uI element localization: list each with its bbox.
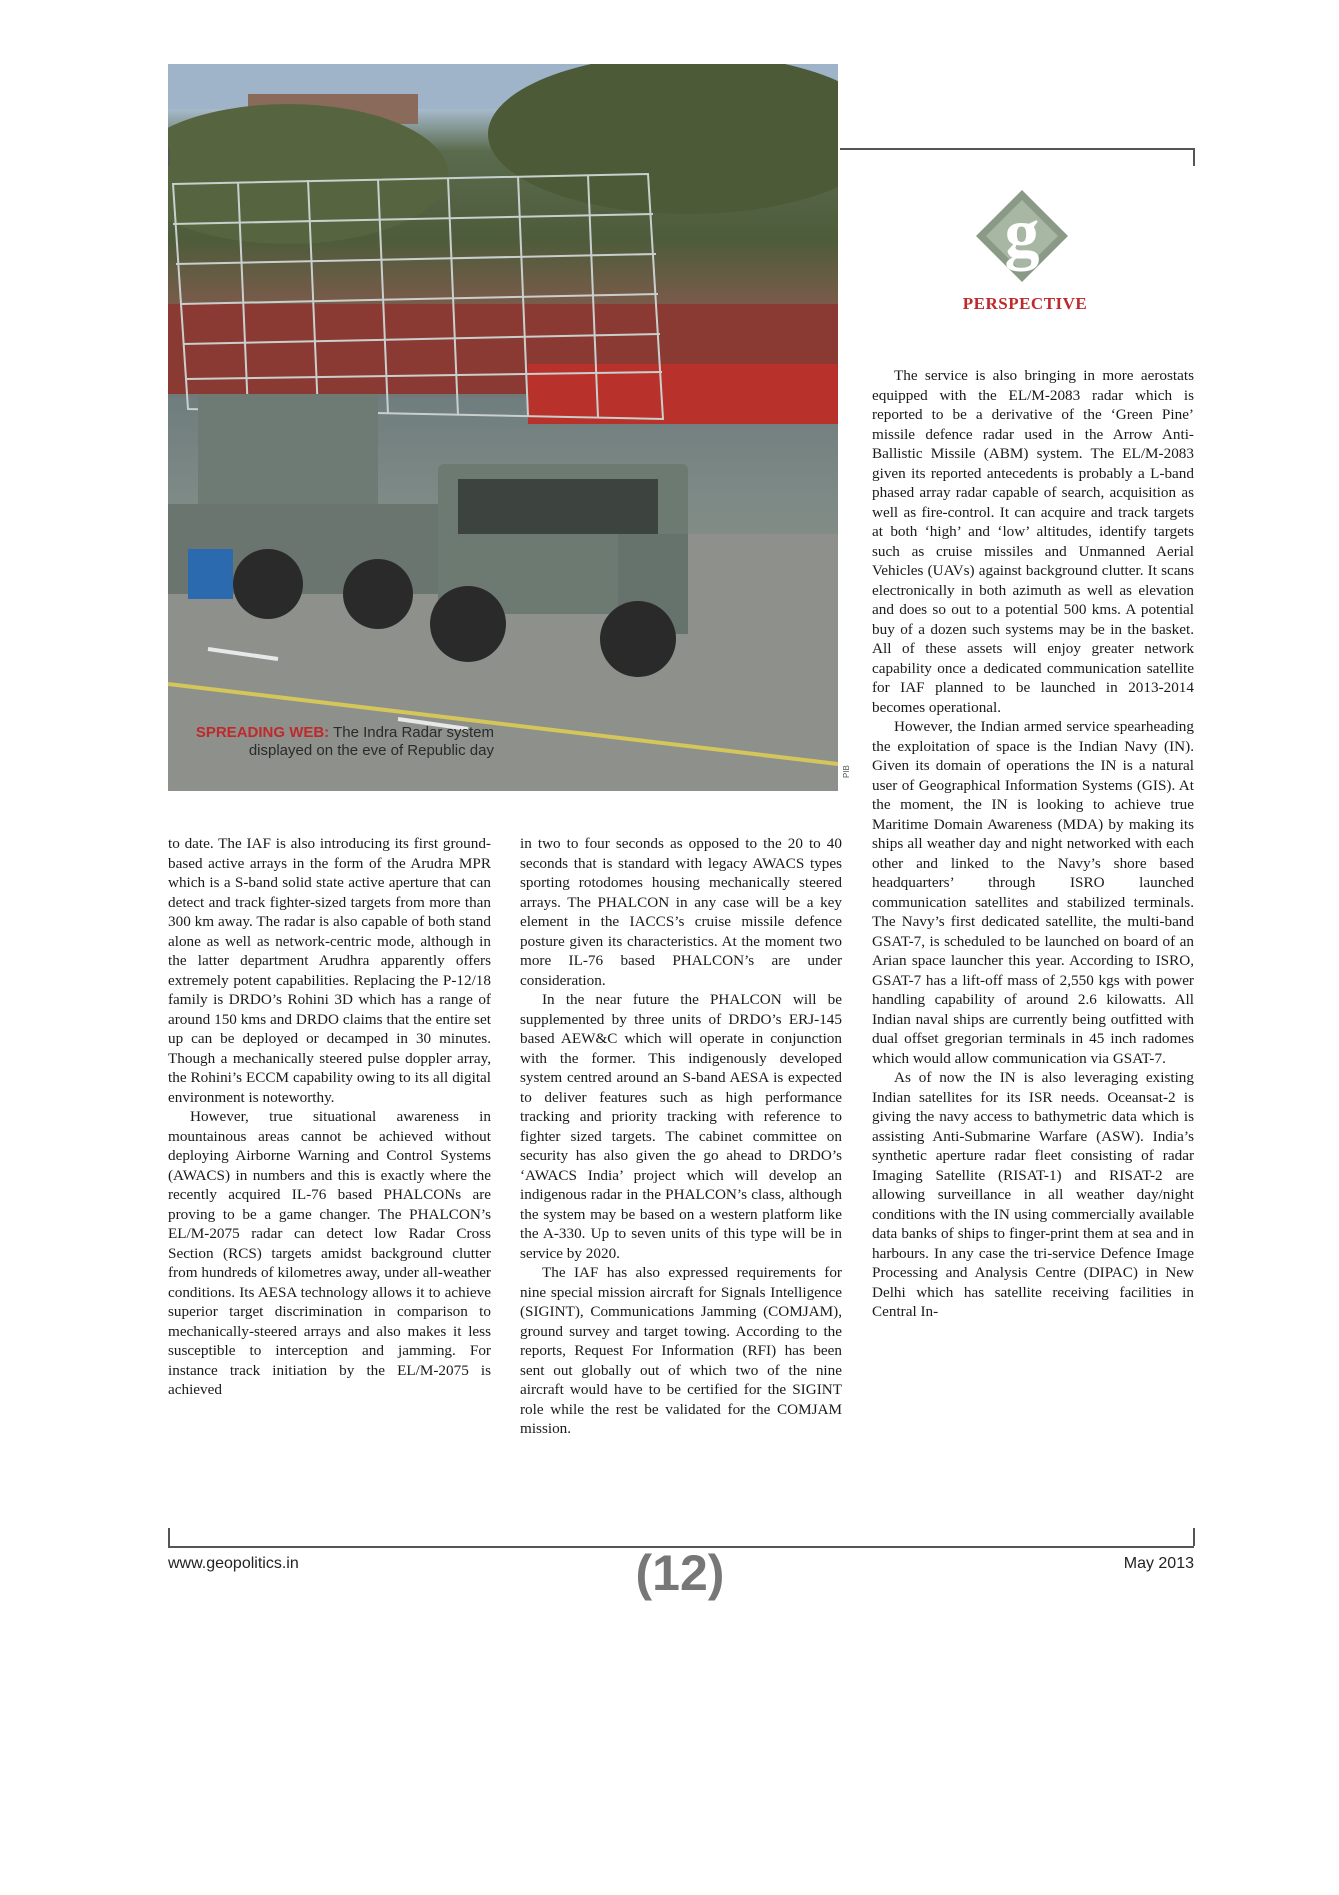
paragraph: to date. The IAF is also introducing its first ground-based active arrays in the form of the Arudra MPR which is a S-band solid state active aperture that can detect and track fighter-sized targets from more than 300 km away. The radar is also capable of both stand alone as well as network-centric mode, although in the latter department Arudhra apparently offers extremely potent capabilities. Replacing the P-12/18 family is DRDO’s Rohini 3D which has a range of around 150 kms and DRDO claims that the entire set up can be deployed or decamped in 30 minutes. Though a mechanically steered pulse doppler array, the Rohini’s ECCM capability owing to its all digital environment is noteworthy.: [168, 835, 491, 1106]
logo-letter: g: [1004, 195, 1040, 272]
paragraph: In the near future the PHALCON will be supplemented by three units of DRDO’s ERJ-145 based AEW&C which will operate in conjunction with the former. This indigenously developed system centred around an S-band AESA is expected to deliver features such as high performance tracking and priority tracking with reference to fighter sized targets. The cabinet committee on security has also given the go ahead to DRDO’s ‘AWACS India’ project which will develop an indigenous radar in the PHALCON’s class, although the system may be based on a western platform like the A-330. Up to seven units of this type will be in service by 2020.: [520, 991, 842, 1262]
bottom-right-rule-tick: [1193, 1528, 1195, 1546]
caption-label: SPREADING WEB:: [195, 724, 330, 741]
top-right-rule: [840, 148, 1194, 150]
page-number: (12): [635, 1545, 725, 1601]
footer-date: May 2013: [1123, 1555, 1194, 1572]
caption-text: The Indra Radar system displayed on the eve of Republic day: [248, 724, 494, 759]
section-heading: PERSPECTIVE: [962, 294, 1088, 313]
top-right-rule-tick: [1193, 148, 1195, 166]
paragraph: As of now the IN is also leveraging existing Indian satellites for its ISR needs. Oceansat-2 is giving the navy access to bathymetric data which is assisting Anti-Submarine Warfare (ASW). India’s synthetic aperture radar fleet consisting of radar Imaging Satellite (RISAT-1) and RISAT-2 are allowing surveillance in all weather day/night conditions with the IN using commercially available data banks of ships to finger-print them at sea and in harbours. In any case the tri-service Defence Image Processing and Analysis Centre (DIPAC) in New Delhi which has satellite receiving facilities in Central In-: [872, 1069, 1194, 1320]
paragraph: The IAF has also expressed requirements for nine special mission aircraft for Signals Intelligence (SIGINT), Communications Jamming (COMJAM), ground survey and target towing. According to the reports, Request For Information (RFI) has been sent out globally out of which two of the nine aircraft would have to be certified for the SIGINT role while the rest be validated for the COMJAM mission.: [520, 1264, 842, 1437]
article-column-2: [520, 834, 842, 1439]
photo-credit: PIB: [842, 765, 851, 778]
bottom-left-rule-tick: [168, 1528, 170, 1546]
article-photo: [168, 64, 838, 791]
photo-caption: [194, 724, 494, 760]
paragraph: However, the Indian armed service spearheading the exploitation of space is the Indian Navy (IN). Given its domain of operations the IN is a natural user of Geographical Information Systems (GIS). At the moment, the IN is looking to achieve true Maritime Domain Awareness (MDA) by making its ships all weather day and night networked with each other and linked to the Navy’s shore based headquarters’ through ISRO launched communication satellites and stabilized terminals. The Navy’s first dedicated satellite, the multi-band GSAT-7, is scheduled to be launched on board of an Arian space launcher this year. According to ISRO, GSAT-7 has a lift-off mass of 2,550 kgs with power handling capability of around 2.6 kilowatts. All Indian naval ships are currently being outfitted with dual offset gregorian terminals in 45 inch radomes which would allow communication via GSAT-7.: [872, 718, 1194, 1067]
footer-website: www.geopolitics.in: [168, 1555, 299, 1572]
paragraph: The service is also bringing in more aerostats equipped with the EL/M-2083 radar which is reported to be a derivative of the ‘Green Pine’ missile defence radar used in the Arrow Anti-Ballistic Missile (ABM) system. The EL/M-2083 given its reported antecedents is probably a L-band phased array radar capable of search, acquisition as well as fire-control. It can acquire and track targets at both ‘high’ and ‘low’ altitudes, identify targets such as cruise missiles and Unmanned Aerial Vehicles (UAVs) against background clutter. It scans electronically in both azimuth as well as elevation and does so out to a potential 500 kms. A potential buy of a dozen such systems may be in the basket. All of these assets will enjoy greater network capability once a dedicated communication satellite for IAF planned to be launched in 2013-2014 becomes operational.: [872, 367, 1194, 716]
article-column-1: [168, 834, 491, 1400]
paragraph: However, true situational awareness in mountainous areas cannot be achieved without deploying Airborne Warning and Control Systems (AWACS) in numbers and this is exactly where the recently acquired IL-76 based PHALCONs are proving to be a game changer. The PHALCON’s EL/M-2075 radar can detect low Radar Cross Section (RCS) targets amidst background clutter from hundreds of kilometres away, under all-weather conditions. Its AESA technology allows it to achieve superior target discrimination in comparison to mechanically-steered arrays and also makes it less susceptible to interception and jamming. For instance track initiation by the EL/M-2075 is achieved: [168, 1108, 491, 1398]
top-left-rule-tick: [168, 148, 170, 166]
article-column-3: [872, 366, 1194, 1322]
geopolitics-logo: [976, 190, 1068, 282]
radar-truck-illustration: [168, 64, 838, 791]
paragraph: in two to four seconds as opposed to the 20 to 40 seconds that is standard with legacy AWACS types sporting rotodomes housing mechanically steered arrays. The PHALCON in any case will be a key element in the IACCS’s cruise missile defence posture given its characteristics. At the moment two more IL-76 based PHALCON’s are under consideration.: [520, 835, 842, 989]
